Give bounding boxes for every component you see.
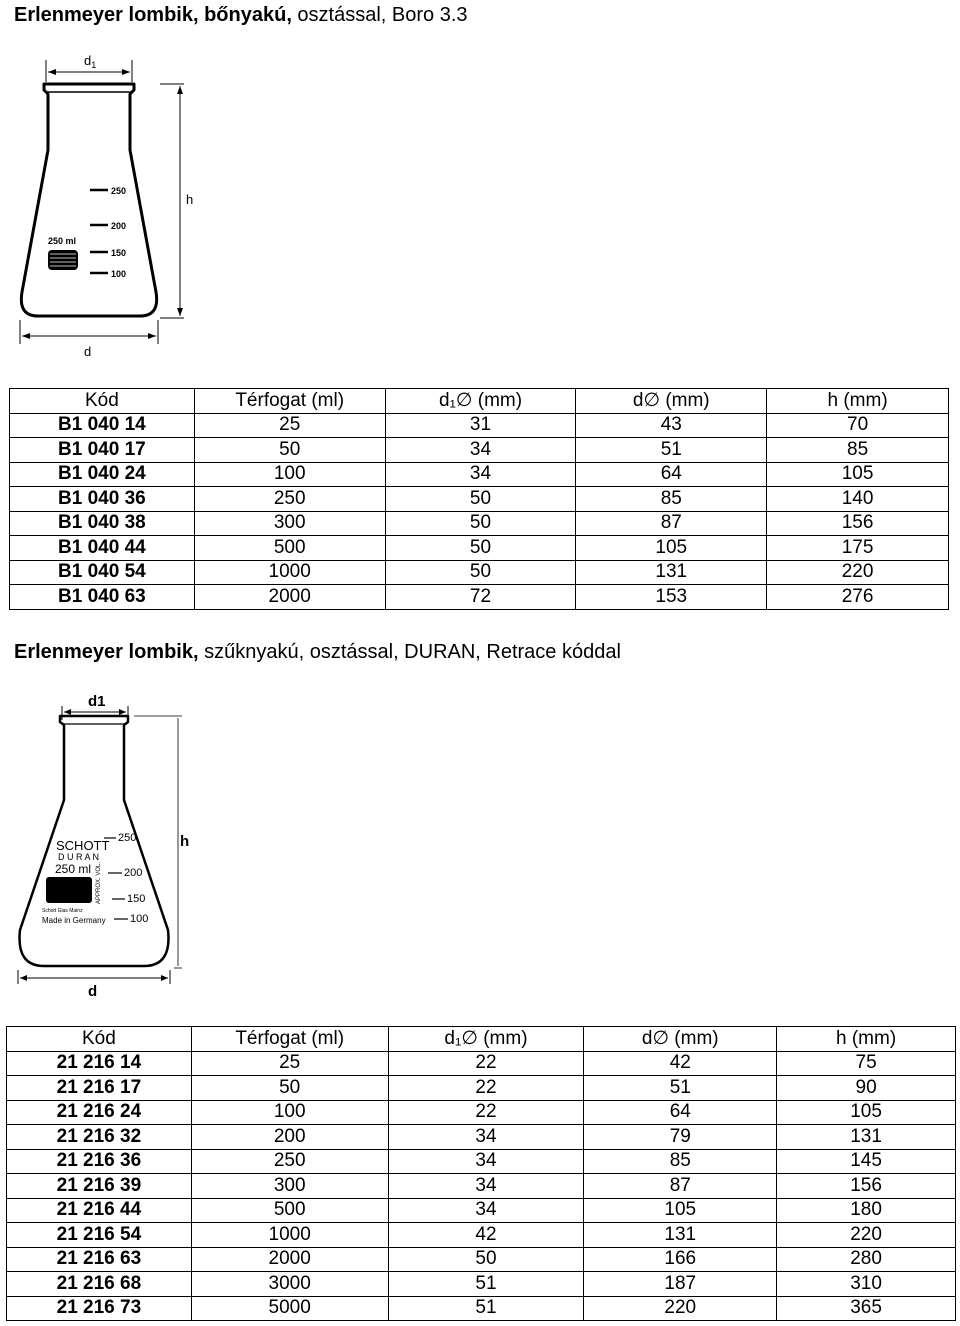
value-cell: 300 xyxy=(191,1174,388,1199)
value-cell: 31 xyxy=(385,413,576,438)
code-cell: 21 216 39 xyxy=(7,1174,192,1199)
value-cell: 175 xyxy=(767,536,949,561)
value-cell: 87 xyxy=(584,1174,777,1199)
section2-title-rest: szűknyakú, osztással, DURAN, Retrace kóddal xyxy=(198,641,621,663)
value-cell: 72 xyxy=(385,585,576,610)
value-cell: 50 xyxy=(385,511,576,536)
spec-table-boro xyxy=(9,388,949,610)
column-header: Térfogat (ml) xyxy=(194,389,385,414)
code-cell: 21 216 36 xyxy=(7,1149,192,1174)
value-cell: 187 xyxy=(584,1272,777,1297)
value-cell: 105 xyxy=(576,536,767,561)
value-cell: 43 xyxy=(576,413,767,438)
table-row xyxy=(10,413,949,438)
value-cell: 250 xyxy=(194,487,385,512)
mark-200-narrow: 200 xyxy=(124,867,143,879)
value-cell: 1000 xyxy=(191,1223,388,1248)
value-cell: 280 xyxy=(777,1247,956,1272)
table-row xyxy=(7,1198,956,1223)
value-cell: 500 xyxy=(194,536,385,561)
table-row xyxy=(7,1051,956,1076)
value-cell: 1000 xyxy=(194,560,385,585)
code-cell: 21 216 73 xyxy=(7,1296,192,1321)
table-header-row xyxy=(10,389,949,414)
value-cell: 140 xyxy=(767,487,949,512)
code-cell: 21 216 54 xyxy=(7,1223,192,1248)
label-d1: d xyxy=(84,53,92,68)
value-cell: 5000 xyxy=(191,1296,388,1321)
column-header: d₁∅ (mm) xyxy=(388,1027,584,1052)
section2-title-bold: Erlenmeyer lombik, xyxy=(14,641,199,663)
label-d1-sub: 1 xyxy=(91,60,97,70)
small-print: Schott Glas Mainz xyxy=(42,908,83,914)
value-cell: 51 xyxy=(388,1272,584,1297)
flask-volume-label-narrow: 250 ml xyxy=(55,862,92,876)
table-row xyxy=(7,1272,956,1297)
code-cell: B1 040 24 xyxy=(10,462,195,487)
value-cell: 90 xyxy=(777,1076,956,1101)
code-cell: 21 216 63 xyxy=(7,1247,192,1272)
mark-100-narrow: 100 xyxy=(130,913,149,925)
table-header-row xyxy=(7,1027,956,1052)
value-cell: 276 xyxy=(767,585,949,610)
value-cell: 64 xyxy=(584,1100,777,1125)
value-cell: 2000 xyxy=(191,1247,388,1272)
value-cell: 64 xyxy=(576,462,767,487)
value-cell: 85 xyxy=(576,487,767,512)
section1-title xyxy=(14,4,468,27)
value-cell: 105 xyxy=(777,1100,956,1125)
table-row xyxy=(10,536,949,561)
label-h-narrow: h xyxy=(180,833,190,850)
brand-text: SCHOTT xyxy=(56,838,110,853)
value-cell: 105 xyxy=(767,462,949,487)
brand-sub-text: D U R A N xyxy=(58,852,100,862)
column-header: d₁∅ (mm) xyxy=(385,389,576,414)
value-cell: 153 xyxy=(576,585,767,610)
flask-diagram-wide-neck xyxy=(0,40,240,370)
column-header: Térfogat (ml) xyxy=(191,1027,388,1052)
code-cell: 21 216 17 xyxy=(7,1076,192,1101)
code-cell: 21 216 68 xyxy=(7,1272,192,1297)
table-row xyxy=(10,585,949,610)
svg-text:d1 xyxy=(84,53,96,70)
code-cell: B1 040 38 xyxy=(10,511,195,536)
code-cell: 21 216 14 xyxy=(7,1051,192,1076)
value-cell: 365 xyxy=(777,1296,956,1321)
value-cell: 34 xyxy=(385,462,576,487)
column-header: Kód xyxy=(7,1027,192,1052)
value-cell: 34 xyxy=(388,1149,584,1174)
value-cell: 51 xyxy=(584,1076,777,1101)
value-cell: 50 xyxy=(194,438,385,463)
value-cell: 22 xyxy=(388,1051,584,1076)
value-cell: 105 xyxy=(584,1198,777,1223)
value-cell: 220 xyxy=(777,1223,956,1248)
value-cell: 250 xyxy=(191,1149,388,1174)
value-cell: 200 xyxy=(191,1125,388,1150)
flask-diagram-narrow-neck xyxy=(0,690,240,1010)
table-row xyxy=(7,1076,956,1101)
value-cell: 79 xyxy=(584,1125,777,1150)
mark-250: 250 xyxy=(111,186,127,196)
table-row xyxy=(7,1125,956,1150)
table-row xyxy=(7,1247,956,1272)
table-row xyxy=(10,560,949,585)
label-d: d xyxy=(84,344,92,359)
value-cell: 100 xyxy=(191,1100,388,1125)
code-cell: 21 216 44 xyxy=(7,1198,192,1223)
label-d1-narrow: d1 xyxy=(88,693,106,710)
approx-vol-text: APPROX. VOL. xyxy=(96,861,102,904)
value-cell: 42 xyxy=(388,1223,584,1248)
value-cell: 85 xyxy=(584,1149,777,1174)
value-cell: 34 xyxy=(388,1125,584,1150)
value-cell: 131 xyxy=(584,1223,777,1248)
value-cell: 87 xyxy=(576,511,767,536)
value-cell: 50 xyxy=(388,1247,584,1272)
value-cell: 34 xyxy=(385,438,576,463)
code-cell: B1 040 54 xyxy=(10,560,195,585)
value-cell: 156 xyxy=(777,1174,956,1199)
value-cell: 100 xyxy=(194,462,385,487)
code-cell: B1 040 14 xyxy=(10,413,195,438)
value-cell: 131 xyxy=(777,1125,956,1150)
label-h: h xyxy=(186,192,194,207)
section1-title-bold: Erlenmeyer lombik, bőnyakú, xyxy=(14,4,292,26)
table-row xyxy=(10,438,949,463)
value-cell: 25 xyxy=(191,1051,388,1076)
table-row xyxy=(10,511,949,536)
value-cell: 50 xyxy=(191,1076,388,1101)
value-cell: 156 xyxy=(767,511,949,536)
code-cell: B1 040 44 xyxy=(10,536,195,561)
spec-table-duran xyxy=(6,1026,956,1321)
column-header: d∅ (mm) xyxy=(584,1027,777,1052)
table-row xyxy=(10,487,949,512)
mark-150-narrow: 150 xyxy=(127,893,146,905)
section2-title xyxy=(14,641,621,664)
section1-title-rest: osztással, Boro 3.3 xyxy=(291,4,468,26)
value-cell: 310 xyxy=(777,1272,956,1297)
value-cell: 50 xyxy=(385,560,576,585)
code-cell: 21 216 32 xyxy=(7,1125,192,1150)
mark-250-narrow: 250 xyxy=(118,832,137,844)
value-cell: 34 xyxy=(388,1198,584,1223)
code-cell: B1 040 63 xyxy=(10,585,195,610)
value-cell: 2000 xyxy=(194,585,385,610)
value-cell: 22 xyxy=(388,1100,584,1125)
value-cell: 145 xyxy=(777,1149,956,1174)
table-row xyxy=(7,1100,956,1125)
mark-100: 100 xyxy=(111,269,127,279)
value-cell: 166 xyxy=(584,1247,777,1272)
table-row xyxy=(7,1296,956,1321)
value-cell: 131 xyxy=(576,560,767,585)
label-d-narrow: d xyxy=(88,983,98,1000)
column-header: d∅ (mm) xyxy=(576,389,767,414)
mark-150: 150 xyxy=(111,248,127,258)
value-cell: 500 xyxy=(191,1198,388,1223)
table-row xyxy=(7,1149,956,1174)
value-cell: 85 xyxy=(767,438,949,463)
value-cell: 25 xyxy=(194,413,385,438)
column-header: Kód xyxy=(10,389,195,414)
value-cell: 220 xyxy=(767,560,949,585)
value-cell: 50 xyxy=(385,487,576,512)
code-cell: B1 040 36 xyxy=(10,487,195,512)
value-cell: 42 xyxy=(584,1051,777,1076)
column-header: h (mm) xyxy=(767,389,949,414)
value-cell: 50 xyxy=(385,536,576,561)
value-cell: 3000 xyxy=(191,1272,388,1297)
value-cell: 70 xyxy=(767,413,949,438)
value-cell: 75 xyxy=(777,1051,956,1076)
flask-volume-label: 250 ml xyxy=(48,236,77,246)
column-header: h (mm) xyxy=(777,1027,956,1052)
value-cell: 22 xyxy=(388,1076,584,1101)
value-cell: 300 xyxy=(194,511,385,536)
value-cell: 51 xyxy=(576,438,767,463)
mark-200: 200 xyxy=(111,221,127,231)
table-row xyxy=(7,1223,956,1248)
value-cell: 220 xyxy=(584,1296,777,1321)
value-cell: 34 xyxy=(388,1174,584,1199)
table-row xyxy=(10,462,949,487)
made-in-text: Made in Germany xyxy=(42,916,106,925)
code-cell: 21 216 24 xyxy=(7,1100,192,1125)
code-cell: B1 040 17 xyxy=(10,438,195,463)
value-cell: 51 xyxy=(388,1296,584,1321)
table-row xyxy=(7,1174,956,1199)
value-cell: 180 xyxy=(777,1198,956,1223)
